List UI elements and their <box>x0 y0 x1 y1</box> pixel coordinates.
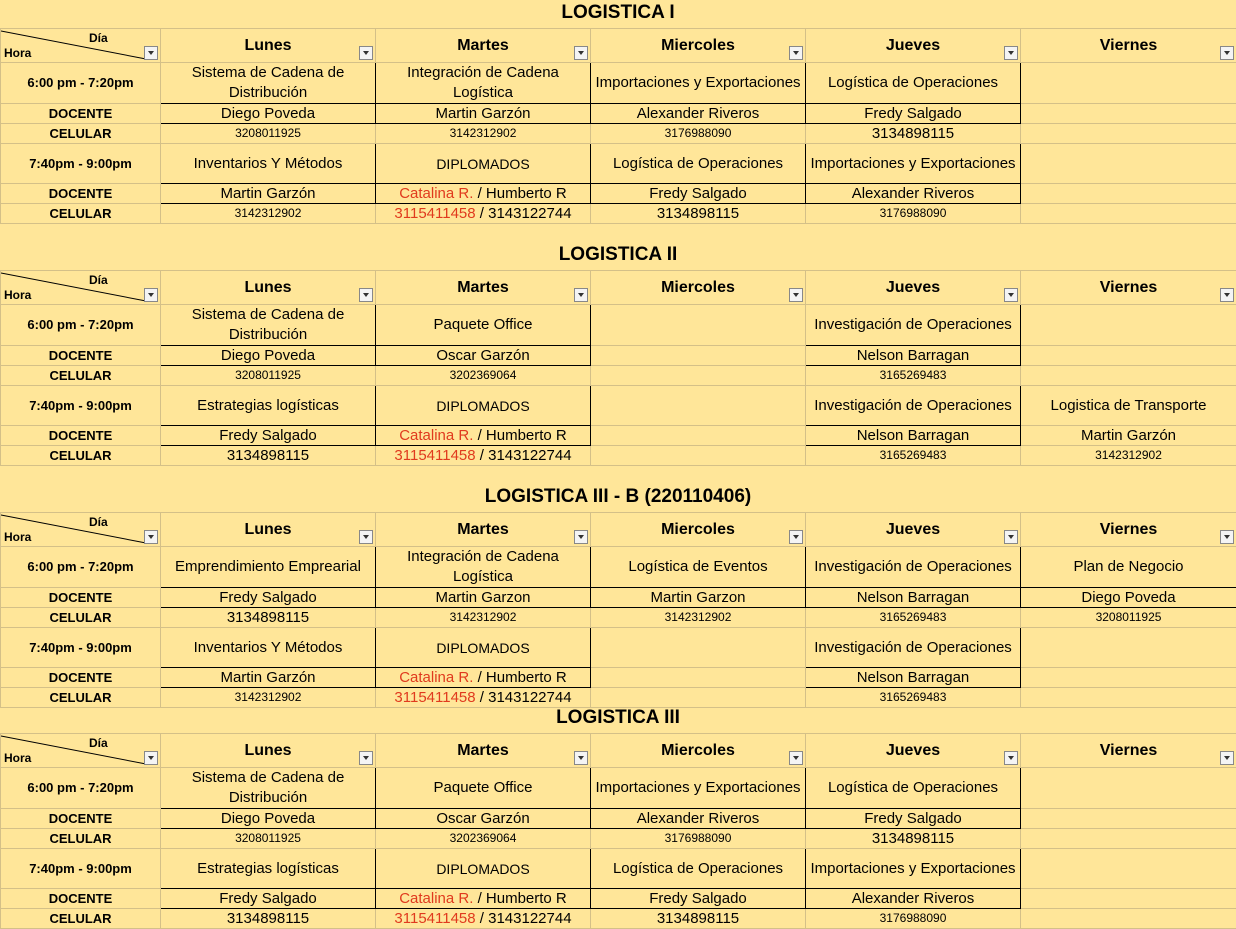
schedule-table <box>0 733 1236 929</box>
diplomados-docente-cell[interactable] <box>376 184 591 204</box>
docente-row <box>1 426 1236 446</box>
docente-cell[interactable]: Nelson Barragan <box>806 588 1021 608</box>
subject-cell[interactable]: Importaciones y Exportaciones <box>591 768 806 809</box>
subject-cell[interactable]: Inventarios Y Métodos <box>161 628 376 668</box>
hour-axis-label: Hora <box>4 751 31 765</box>
diplomados-cell[interactable]: DIPLOMADOS <box>376 628 591 668</box>
filter-dropdown-icon[interactable] <box>574 46 588 60</box>
subject-cell[interactable]: Logística de Operaciones <box>806 768 1021 809</box>
celular-rest: / 3143122744 <box>476 689 572 706</box>
docente-row-label: DOCENTE <box>1 426 161 446</box>
schedule-table <box>0 512 1236 708</box>
day-header-lunes <box>161 734 376 768</box>
subject-row <box>1 386 1236 426</box>
block-title: LOGISTICA III <box>0 705 1236 731</box>
docente-cell[interactable]: Diego Poveda <box>1021 588 1236 608</box>
celular-red: 3115411458 <box>394 910 475 927</box>
subject-cell[interactable] <box>591 628 806 668</box>
filter-dropdown-icon[interactable] <box>1220 288 1234 302</box>
docente-cell[interactable]: Fredy Salgado <box>591 889 806 909</box>
filter-dropdown-icon[interactable] <box>359 751 373 765</box>
celular-cell[interactable]: 3142312902 <box>376 124 591 144</box>
docente-name-red: Catalina R. <box>399 669 473 686</box>
docente-name-red: Catalina R. <box>399 890 473 907</box>
docente-cell[interactable]: Martin Garzon <box>591 588 806 608</box>
celular-red: 3115411458 <box>394 689 475 706</box>
time-slot-label: 7:40pm - 9:00pm <box>1 386 161 426</box>
docente-cell[interactable] <box>591 346 806 366</box>
time-slot-label: 6:00 pm - 7:20pm <box>1 768 161 809</box>
subject-row <box>1 547 1236 588</box>
celular-cell[interactable] <box>591 446 806 466</box>
subject-cell[interactable]: Plan de Negocio <box>1021 547 1236 588</box>
day-label: Miercoles <box>661 521 735 538</box>
day-axis-label: Día <box>89 736 108 750</box>
celular-cell[interactable]: 3134898115 <box>161 446 376 466</box>
subject-cell[interactable] <box>591 386 806 426</box>
day-header-lunes <box>161 271 376 305</box>
diplomados-celular-cell[interactable] <box>376 446 591 466</box>
filter-dropdown-icon[interactable] <box>359 288 373 302</box>
celular-cell[interactable]: 3165269483 <box>806 608 1021 628</box>
docente-cell[interactable]: Alexander Riveros <box>591 104 806 124</box>
day-axis-label: Día <box>89 31 108 45</box>
subject-cell[interactable]: Investigación de Operaciones <box>806 547 1021 588</box>
celular-cell[interactable]: 3176988090 <box>806 909 1021 929</box>
day-label: Viernes <box>1100 521 1158 538</box>
schedule-table <box>0 270 1236 466</box>
celular-cell[interactable]: 3134898115 <box>806 829 1021 849</box>
day-header-miercoles <box>591 734 806 768</box>
filter-dropdown-icon[interactable] <box>144 751 158 765</box>
day-label: Viernes <box>1100 742 1158 759</box>
docente-row-label: DOCENTE <box>1 889 161 909</box>
celular-cell[interactable]: 3142312902 <box>1021 446 1236 466</box>
docente-cell[interactable] <box>591 668 806 688</box>
docente-row-label: DOCENTE <box>1 104 161 124</box>
subject-cell[interactable]: Sistema de Cadena de Distribución <box>161 63 376 104</box>
day-header-martes <box>376 29 591 63</box>
docente-cell[interactable]: Fredy Salgado <box>806 809 1021 829</box>
filter-dropdown-icon[interactable] <box>1004 46 1018 60</box>
celular-red: 3115411458 <box>394 205 475 222</box>
docente-name-rest: / Humberto R <box>473 890 566 907</box>
celular-cell[interactable] <box>591 366 806 386</box>
filter-dropdown-icon[interactable] <box>789 46 803 60</box>
day-header-viernes <box>1021 29 1236 63</box>
day-header-viernes <box>1021 271 1236 305</box>
celular-row-label: CELULAR <box>1 688 161 708</box>
subject-cell[interactable]: Logística de Operaciones <box>591 144 806 184</box>
corner-header-cell <box>1 513 161 547</box>
corner-header-cell <box>1 734 161 768</box>
docente-row-label: DOCENTE <box>1 346 161 366</box>
docente-cell[interactable]: Diego Poveda <box>161 809 376 829</box>
celular-cell[interactable]: 3165269483 <box>806 688 1021 708</box>
subject-cell[interactable] <box>1021 768 1236 809</box>
subject-cell[interactable] <box>1021 63 1236 104</box>
celular-cell[interactable]: 3202369064 <box>376 366 591 386</box>
day-header-viernes <box>1021 513 1236 547</box>
docente-cell[interactable]: Oscar Garzón <box>376 346 591 366</box>
day-header-martes <box>376 271 591 305</box>
diplomados-docente-cell[interactable] <box>376 889 591 909</box>
docente-cell[interactable]: Martin Garzón <box>161 668 376 688</box>
corner-header-cell <box>1 29 161 63</box>
celular-cell[interactable]: 3134898115 <box>161 608 376 628</box>
day-header-jueves <box>806 271 1021 305</box>
docente-name-rest: / Humberto R <box>473 669 566 686</box>
celular-cell[interactable]: 3208011925 <box>1021 608 1236 628</box>
subject-cell[interactable]: Logística de Operaciones <box>806 63 1021 104</box>
time-slot-label: 6:00 pm - 7:20pm <box>1 547 161 588</box>
docente-row-label: DOCENTE <box>1 588 161 608</box>
celular-row-label: CELULAR <box>1 124 161 144</box>
day-axis-label: Día <box>89 273 108 287</box>
diplomados-docente-cell[interactable] <box>376 668 591 688</box>
subject-cell[interactable]: Sistema de Cadena de Distribución <box>161 305 376 346</box>
docente-row <box>1 346 1236 366</box>
celular-row <box>1 608 1236 628</box>
celular-row <box>1 446 1236 466</box>
celular-rest: / 3143122744 <box>476 910 572 927</box>
day-header-miercoles <box>591 513 806 547</box>
block-title: LOGISTICA I <box>0 0 1236 26</box>
subject-cell[interactable]: Importaciones y Exportaciones <box>806 144 1021 184</box>
time-slot-label: 7:40pm - 9:00pm <box>1 144 161 184</box>
subject-cell[interactable]: Investigación de Operaciones <box>806 386 1021 426</box>
day-label: Jueves <box>886 37 940 54</box>
docente-row <box>1 588 1236 608</box>
time-slot-label: 6:00 pm - 7:20pm <box>1 305 161 346</box>
diplomados-celular-cell[interactable] <box>376 909 591 929</box>
subject-cell[interactable]: Estrategias logísticas <box>161 849 376 889</box>
docente-cell[interactable]: Fredy Salgado <box>591 184 806 204</box>
subject-cell[interactable] <box>1021 144 1236 184</box>
docente-row <box>1 184 1236 204</box>
celular-row-label: CELULAR <box>1 829 161 849</box>
docente-row <box>1 668 1236 688</box>
docente-row-label: DOCENTE <box>1 809 161 829</box>
docente-cell[interactable] <box>1021 184 1236 204</box>
subject-cell[interactable]: Emprendimiento Emprearial <box>161 547 376 588</box>
subject-cell[interactable]: Logistica de Transporte <box>1021 386 1236 426</box>
day-label: Martes <box>457 279 509 296</box>
day-header-lunes <box>161 513 376 547</box>
celular-red: 3115411458 <box>394 447 475 464</box>
docente-cell[interactable]: Martin Garzón <box>161 184 376 204</box>
day-label: Lunes <box>244 279 291 296</box>
subject-cell[interactable] <box>1021 305 1236 346</box>
filter-dropdown-icon[interactable] <box>789 288 803 302</box>
docente-cell[interactable]: Fredy Salgado <box>806 104 1021 124</box>
celular-cell[interactable]: 3142312902 <box>161 204 376 224</box>
celular-cell[interactable] <box>1021 366 1236 386</box>
docente-cell[interactable]: Alexander Riveros <box>591 809 806 829</box>
docente-row <box>1 104 1236 124</box>
day-header-jueves <box>806 513 1021 547</box>
corner-header-cell <box>1 271 161 305</box>
celular-cell[interactable] <box>1021 909 1236 929</box>
docente-cell[interactable]: Alexander Riveros <box>806 184 1021 204</box>
docente-cell[interactable]: Diego Poveda <box>161 346 376 366</box>
celular-row-label: CELULAR <box>1 608 161 628</box>
diplomados-docente-cell[interactable] <box>376 426 591 446</box>
docente-cell[interactable]: Alexander Riveros <box>806 889 1021 909</box>
block-title: LOGISTICA II <box>0 242 1236 268</box>
filter-dropdown-icon[interactable] <box>1004 530 1018 544</box>
day-axis-label: Día <box>89 515 108 529</box>
filter-dropdown-icon[interactable] <box>574 530 588 544</box>
celular-cell[interactable]: 3134898115 <box>591 909 806 929</box>
celular-cell[interactable]: 3134898115 <box>806 124 1021 144</box>
hour-axis-label: Hora <box>4 288 31 302</box>
docente-row <box>1 889 1236 909</box>
subject-cell[interactable]: Investigación de Operaciones <box>806 628 1021 668</box>
subject-row <box>1 849 1236 889</box>
filter-dropdown-icon[interactable] <box>1004 751 1018 765</box>
filter-dropdown-icon[interactable] <box>789 530 803 544</box>
day-header-jueves <box>806 29 1021 63</box>
diplomados-cell[interactable]: DIPLOMADOS <box>376 849 591 889</box>
docente-cell[interactable] <box>1021 104 1236 124</box>
day-label: Lunes <box>244 521 291 538</box>
celular-row-label: CELULAR <box>1 446 161 466</box>
celular-row <box>1 909 1236 929</box>
celular-cell[interactable]: 3202369064 <box>376 829 591 849</box>
celular-row <box>1 124 1236 144</box>
day-header-miercoles <box>591 271 806 305</box>
day-label: Lunes <box>244 37 291 54</box>
subject-cell[interactable] <box>1021 849 1236 889</box>
celular-cell[interactable]: 3165269483 <box>806 366 1021 386</box>
filter-dropdown-icon[interactable] <box>574 751 588 765</box>
day-label: Jueves <box>886 742 940 759</box>
subject-cell[interactable] <box>1021 628 1236 668</box>
day-header-martes <box>376 513 591 547</box>
subject-cell[interactable]: Estrategias logísticas <box>161 386 376 426</box>
docente-name-red: Catalina R. <box>399 185 473 202</box>
diplomados-cell[interactable]: DIPLOMADOS <box>376 386 591 426</box>
celular-row <box>1 366 1236 386</box>
day-label: Martes <box>457 742 509 759</box>
celular-rest: / 3143122744 <box>476 447 572 464</box>
celular-cell[interactable]: 3142312902 <box>591 608 806 628</box>
time-slot-label: 7:40pm - 9:00pm <box>1 849 161 889</box>
subject-cell[interactable]: Importaciones y Exportaciones <box>806 849 1021 889</box>
day-label: Jueves <box>886 279 940 296</box>
subject-cell[interactable]: Paquete Office <box>376 305 591 346</box>
subject-cell[interactable]: Importaciones y Exportaciones <box>591 63 806 104</box>
docente-cell[interactable]: Oscar Garzón <box>376 809 591 829</box>
block-title: LOGISTICA III - B (220110406) <box>0 484 1236 510</box>
filter-dropdown-icon[interactable] <box>1220 751 1234 765</box>
subject-cell[interactable]: Integración de Cadena Logística <box>376 63 591 104</box>
time-slot-label: 6:00 pm - 7:20pm <box>1 63 161 104</box>
docente-cell[interactable]: Fredy Salgado <box>161 889 376 909</box>
docente-name-rest: / Humberto R <box>473 185 566 202</box>
day-label: Martes <box>457 521 509 538</box>
day-label: Viernes <box>1100 37 1158 54</box>
hour-axis-label: Hora <box>4 530 31 544</box>
docente-cell[interactable]: Fredy Salgado <box>161 426 376 446</box>
subject-row <box>1 144 1236 184</box>
docente-row-label: DOCENTE <box>1 184 161 204</box>
celular-row <box>1 829 1236 849</box>
celular-cell[interactable]: 3142312902 <box>376 608 591 628</box>
diplomados-cell[interactable]: DIPLOMADOS <box>376 144 591 184</box>
header-row <box>1 271 1236 305</box>
subject-cell[interactable] <box>591 305 806 346</box>
day-label: Jueves <box>886 521 940 538</box>
docente-cell[interactable] <box>1021 346 1236 366</box>
docente-cell[interactable]: Martin Garzón <box>376 104 591 124</box>
docente-cell[interactable]: Nelson Barragan <box>806 346 1021 366</box>
filter-dropdown-icon[interactable] <box>144 530 158 544</box>
celular-cell[interactable]: 3176988090 <box>591 124 806 144</box>
celular-cell[interactable]: 3176988090 <box>806 204 1021 224</box>
header-row <box>1 734 1236 768</box>
docente-cell[interactable]: Nelson Barragan <box>806 668 1021 688</box>
celular-cell[interactable] <box>1021 124 1236 144</box>
celular-row-label: CELULAR <box>1 366 161 386</box>
subject-cell[interactable]: Integración de Cadena Logística <box>376 547 591 588</box>
subject-cell[interactable]: Logística de Eventos <box>591 547 806 588</box>
celular-cell[interactable] <box>1021 204 1236 224</box>
docente-row <box>1 809 1236 829</box>
filter-dropdown-icon[interactable] <box>1004 288 1018 302</box>
filter-dropdown-icon[interactable] <box>359 530 373 544</box>
docente-name-red: Catalina R. <box>399 427 473 444</box>
filter-dropdown-icon[interactable] <box>144 288 158 302</box>
subject-cell[interactable]: Inventarios Y Métodos <box>161 144 376 184</box>
celular-cell[interactable]: 3208011925 <box>161 829 376 849</box>
celular-cell[interactable]: 3134898115 <box>591 204 806 224</box>
celular-rest: / 3143122744 <box>476 205 572 222</box>
day-label: Miercoles <box>661 37 735 54</box>
celular-row-label: CELULAR <box>1 204 161 224</box>
subject-row <box>1 628 1236 668</box>
filter-dropdown-icon[interactable] <box>574 288 588 302</box>
celular-cell[interactable]: 3142312902 <box>161 688 376 708</box>
day-label: Viernes <box>1100 279 1158 296</box>
celular-cell[interactable]: 3165269483 <box>806 446 1021 466</box>
day-header-lunes <box>161 29 376 63</box>
docente-cell[interactable] <box>1021 668 1236 688</box>
docente-cell[interactable]: Martin Garzon <box>376 588 591 608</box>
celular-row <box>1 204 1236 224</box>
docente-row-label: DOCENTE <box>1 668 161 688</box>
subject-cell[interactable]: Investigación de Operaciones <box>806 305 1021 346</box>
docente-cell[interactable] <box>591 426 806 446</box>
header-row <box>1 513 1236 547</box>
filter-dropdown-icon[interactable] <box>359 46 373 60</box>
schedule-table <box>0 28 1236 224</box>
celular-cell[interactable]: 3134898115 <box>161 909 376 929</box>
docente-cell[interactable]: Fredy Salgado <box>161 588 376 608</box>
filter-dropdown-icon[interactable] <box>789 751 803 765</box>
day-header-miercoles <box>591 29 806 63</box>
hour-axis-label: Hora <box>4 46 31 60</box>
day-header-martes <box>376 734 591 768</box>
docente-cell[interactable] <box>1021 809 1236 829</box>
day-label: Miercoles <box>661 742 735 759</box>
filter-dropdown-icon[interactable] <box>144 46 158 60</box>
celular-cell[interactable] <box>1021 829 1236 849</box>
subject-cell[interactable]: Sistema de Cadena de Distribución <box>161 768 376 809</box>
day-label: Lunes <box>244 742 291 759</box>
celular-row-label: CELULAR <box>1 909 161 929</box>
subject-cell[interactable]: Paquete Office <box>376 768 591 809</box>
day-label: Miercoles <box>661 279 735 296</box>
day-label: Martes <box>457 37 509 54</box>
subject-cell[interactable]: Logística de Operaciones <box>591 849 806 889</box>
celular-cell[interactable]: 3208011925 <box>161 124 376 144</box>
celular-cell[interactable]: 3176988090 <box>591 829 806 849</box>
docente-cell[interactable]: Diego Poveda <box>161 104 376 124</box>
filter-dropdown-icon[interactable] <box>1220 46 1234 60</box>
docente-cell[interactable] <box>1021 889 1236 909</box>
docente-cell[interactable]: Nelson Barragan <box>806 426 1021 446</box>
celular-cell[interactable]: 3208011925 <box>161 366 376 386</box>
filter-dropdown-icon[interactable] <box>1220 530 1234 544</box>
diplomados-celular-cell[interactable] <box>376 204 591 224</box>
docente-name-rest: / Humberto R <box>473 427 566 444</box>
subject-row <box>1 63 1236 104</box>
time-slot-label: 7:40pm - 9:00pm <box>1 628 161 668</box>
subject-row <box>1 768 1236 809</box>
header-row <box>1 29 1236 63</box>
day-header-jueves <box>806 734 1021 768</box>
day-header-viernes <box>1021 734 1236 768</box>
docente-cell[interactable]: Martin Garzón <box>1021 426 1236 446</box>
subject-row <box>1 305 1236 346</box>
